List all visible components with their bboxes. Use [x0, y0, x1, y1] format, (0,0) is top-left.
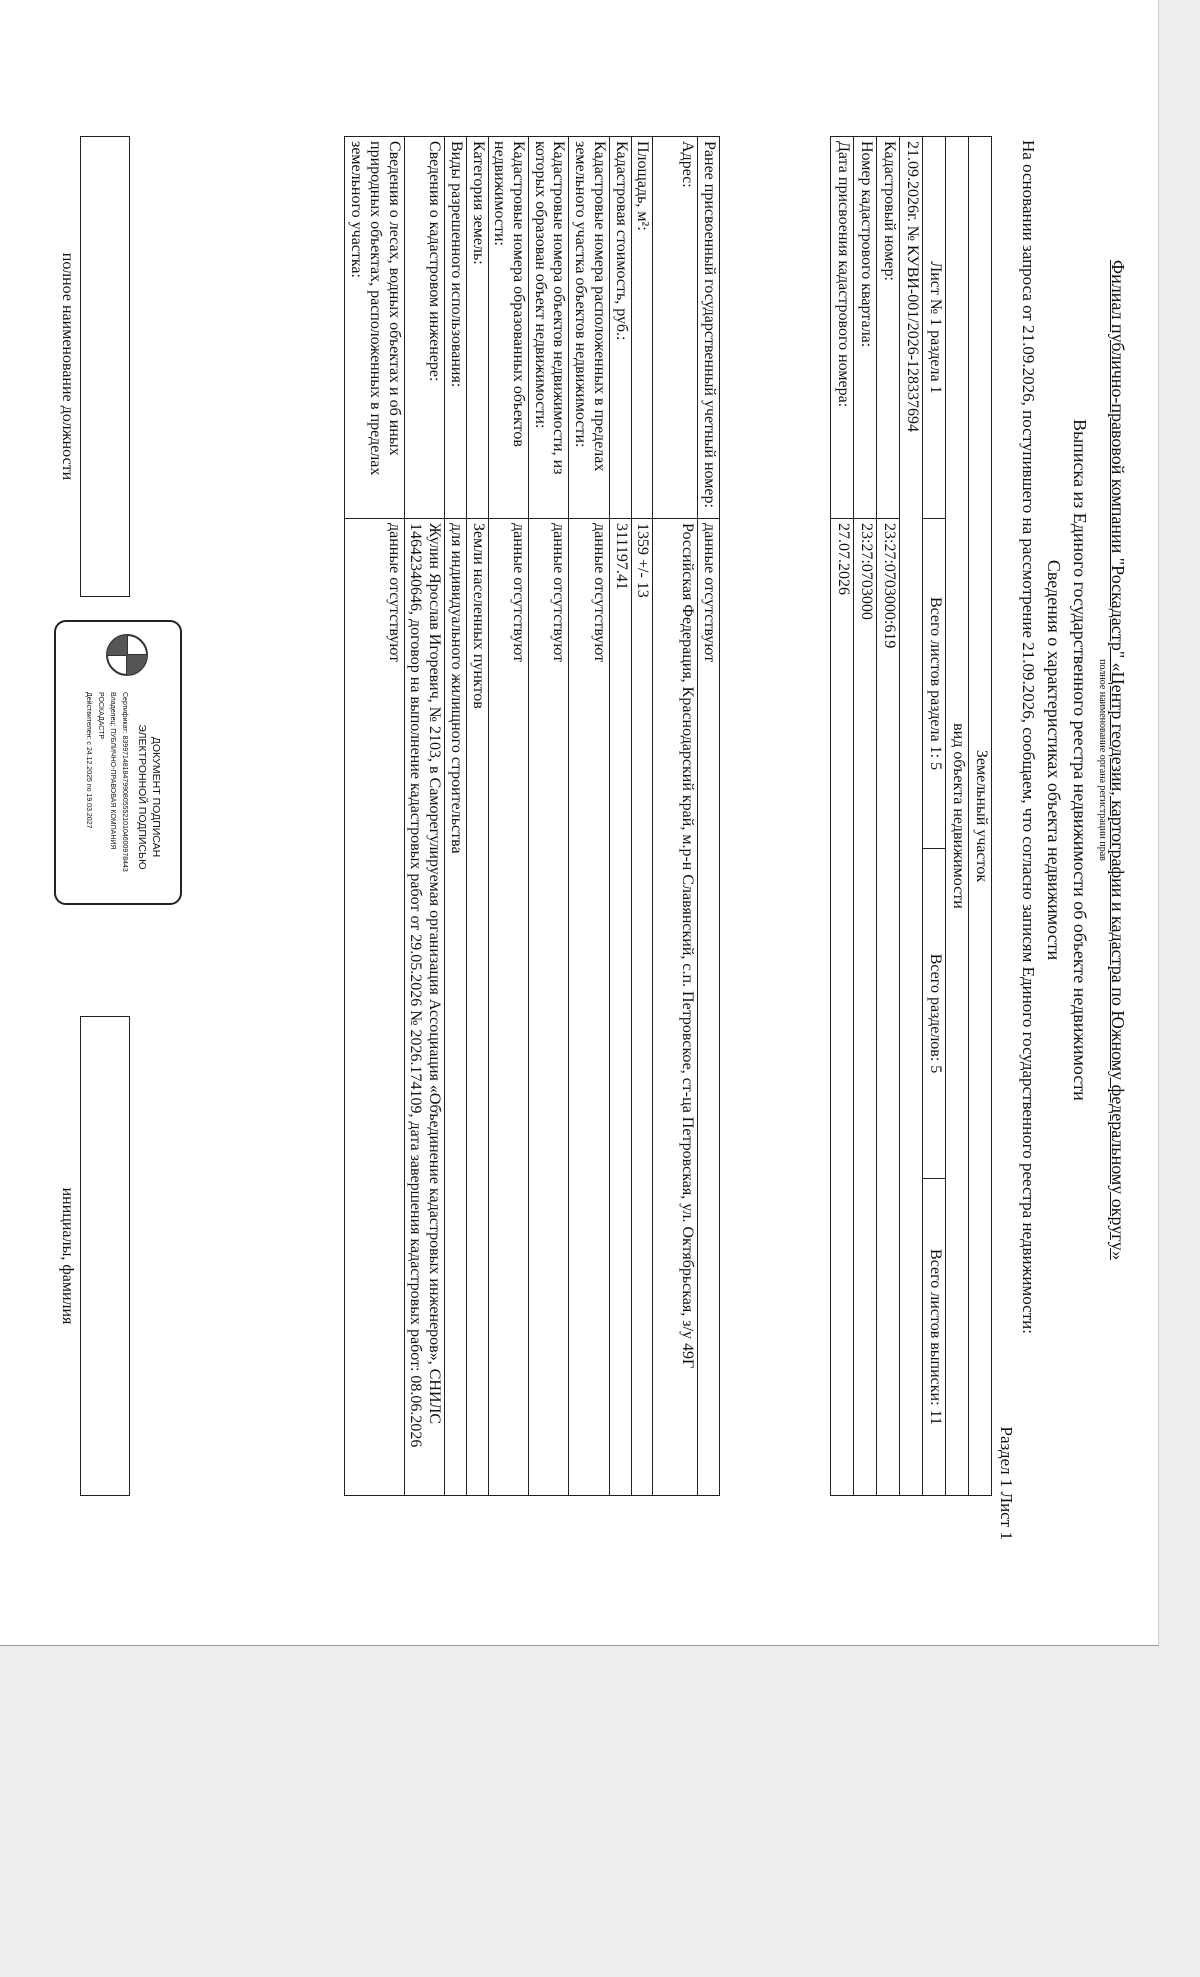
row-label: Кадастровые номера объектов недвижимости, из которых образован объект недвижимости:	[528, 137, 568, 519]
position-caption: полное наименование должности	[59, 252, 76, 481]
sheets-total: Всего листов выписки: 11	[923, 1179, 946, 1496]
table-row	[345, 137, 404, 1496]
position-cell	[81, 137, 130, 597]
table-row	[631, 137, 653, 1496]
row-label: Сведения о лесах, водных объектах и об иных природных объектах, расположенных в пределах земельного участка:	[345, 137, 404, 519]
section-label: Раздел 1 Лист 1	[997, 1426, 1016, 1540]
stamp-certificate: Сертификат: 83997148184799080555210104600978443	[121, 692, 128, 872]
summary-table	[830, 136, 992, 1496]
row-value: 311197.41	[609, 519, 631, 1496]
row-value: данные отсутствуют	[345, 519, 404, 1496]
sections-total: Всего разделов: 5	[923, 849, 946, 1179]
row-value: данные отсутствуют	[698, 519, 720, 1496]
document-subtitle: Сведения о характеристиках объекта недвижимости	[1044, 559, 1064, 961]
org-caption: полное наименование органа регистрации прав	[1097, 659, 1108, 861]
row-label: Кадастровый номер:	[877, 137, 900, 519]
row-value: 1359 +/- 13	[631, 519, 653, 1496]
row-label: Номер кадастрового квартала:	[854, 137, 877, 519]
row-label: Кадастровые номера расположенных в пределах земельного участка объектов недвижимости:	[569, 137, 609, 519]
stamp-owner: Владелец: ПУБЛИЧНО-ПРАВОВАЯ КОМПАНИЯ	[109, 692, 116, 850]
stamp-line-1: ДОКУМЕНТ ПОДПИСАН	[150, 736, 162, 858]
row-label: Категория земель:	[466, 137, 488, 519]
row-value: 23:27:0703000:619	[877, 519, 900, 1496]
row-label: Сведения о кадастровом инженере:	[404, 137, 444, 519]
row-value: данные отсутствуют	[569, 519, 609, 1496]
stamp-owner-2: РОСКАДАСТР	[97, 692, 104, 740]
row-label: Виды разрешенного использования:	[445, 137, 467, 519]
row-value: Российская Федерация, Краснодарский край, м.р-н Славянский, с.п. Петровское, ст-ца Петровская, ул. Октябрьская, з/у 49Г	[653, 519, 698, 1496]
row-value: 27.07.2026	[831, 519, 854, 1496]
row-label: Кадастровые номера образованных объектов недвижимости:	[488, 137, 528, 519]
row-value: для индивидуального жилищного строительства	[445, 519, 467, 1496]
table-row	[877, 137, 900, 1496]
name-cell	[81, 1017, 130, 1496]
name-caption: инициалы, фамилия	[59, 1187, 76, 1325]
table-row	[466, 137, 488, 1496]
table-row	[900, 137, 923, 1496]
table-row	[653, 137, 698, 1496]
stamp-validity: Действителен: с 24.12.2025 по 19.03.2027	[85, 692, 92, 829]
table-row	[831, 137, 854, 1496]
object-type-caption: вид объекта недвижимости	[946, 137, 969, 1496]
row-label: Ранее присвоенный государственный учетный номер:	[698, 137, 720, 519]
row-value: Земли населенных пунктов	[466, 519, 488, 1496]
table-row	[404, 137, 444, 1496]
row-label: Адрес:	[653, 137, 698, 519]
table-row	[854, 137, 877, 1496]
intro-text: На основании запроса от 21.09.2026, поступившего на рассмотрение 21.09.2026, сообщаем, что согласно записям Единого государственного реестра недвижимости:	[1019, 140, 1038, 1334]
table-row	[528, 137, 568, 1496]
roskadastr-logo-icon	[104, 632, 150, 678]
object-type: Земельный участок	[969, 137, 992, 1496]
electronic-signature-stamp	[54, 620, 182, 905]
table-row	[969, 137, 992, 1496]
row-label: Площадь, м²:	[631, 137, 653, 519]
table-row	[488, 137, 528, 1496]
table-row	[698, 137, 720, 1496]
row-label: Дата присвоения кадастрового номера:	[831, 137, 854, 519]
table-row	[569, 137, 609, 1496]
row-label: Кадастровая стоимость, руб.:	[609, 137, 631, 519]
table-row	[923, 137, 946, 1496]
sheet-number: Лист № 1 раздела 1	[923, 137, 946, 519]
row-value: данные отсутствуют	[488, 519, 528, 1496]
stamp-line-2: ЭЛЕКТРОННОЙ ПОДПИСЬЮ	[136, 724, 148, 870]
row-value: данные отсутствуют	[528, 519, 568, 1496]
table-row	[609, 137, 631, 1496]
details-table	[345, 136, 721, 1496]
org-line: Филиал публично-правовой компании "Роскадастр" «Центр геодезии, картографии и кадастра по Южному федеральному округу»	[1108, 259, 1128, 1261]
row-value: 23:27:0703000	[854, 519, 877, 1496]
sheets-in-section: Всего листов раздела 1: 5	[923, 519, 946, 849]
row-value: Жулин Ярослав Игоревич, № 2103, в Саморегулируемая организация Ассоциация «Объединение кадастровых инженеров», СНИЛС 14642340646, договор на выполнение кадастровых работ от 29.05.2026 № 2026.174109, дата завершения кадастровых работ: 08.06.2026	[404, 519, 444, 1496]
extract-number: 21.09.2026г. № КУВИ-001/2026-128337694	[900, 137, 923, 1496]
table-row	[946, 137, 969, 1496]
document-title: Выписка из Единого государственного реестра недвижимости об объекте недвижимости	[1070, 419, 1090, 1101]
table-row	[445, 137, 467, 1496]
